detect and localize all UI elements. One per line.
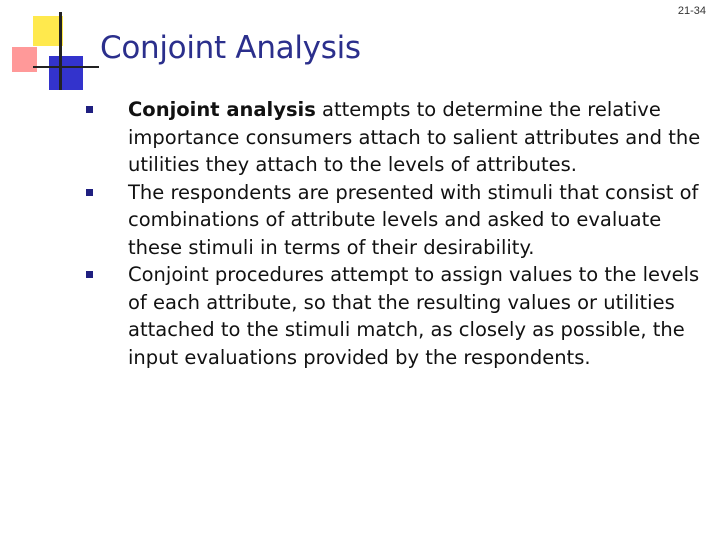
logo-horizontal-line [33, 66, 99, 68]
logo-vertical-line [59, 12, 62, 90]
square-bullet-icon [86, 271, 93, 278]
bullet-item [86, 179, 702, 262]
bullet-body: The respondents are presented with stimuli that consist of combinations of attribute levels and asked to evaluate these stimuli in terms of their desirability. [128, 180, 699, 259]
bullet-body: attempts to determine the relative importance consumers attach to salient attributes and the utilities they attach to the levels of attributes. [128, 98, 701, 176]
square-blocks-logo-icon [0, 0, 100, 100]
slide-number: 21-34 [677, 5, 706, 17]
bullet-list [86, 96, 702, 371]
logo-blue-square [49, 56, 83, 90]
bullet-text [128, 98, 700, 176]
bullet-bold-term: Conjoint analysis [128, 98, 316, 121]
bullet-text [128, 263, 699, 369]
bullet-text [128, 181, 698, 259]
square-bullet-icon [86, 106, 93, 113]
bullet-body: Conjoint procedures attempt to assign values to the levels of each attribute, so that the resulting values or utilities attached to the stimuli match, as closely as possible, the input evaluations provided by the respondents. [128, 263, 700, 369]
bullet-item [86, 96, 702, 179]
slide-title: Conjoint Analysis [100, 30, 361, 66]
bullet-item [86, 261, 702, 371]
square-bullet-icon [86, 189, 93, 196]
logo-red-square [12, 47, 37, 72]
